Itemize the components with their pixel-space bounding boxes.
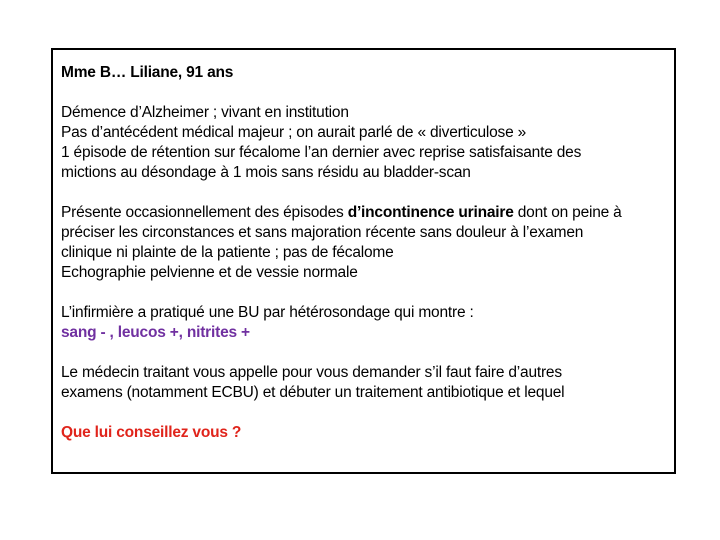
incontinence-highlight: d’incontinence urinaire	[347, 204, 514, 221]
history-block	[61, 103, 666, 183]
case-box	[51, 48, 676, 474]
history-line: mictions au désondage à 1 mois sans résidu au bladder-scan	[61, 164, 471, 181]
request-block	[61, 363, 666, 403]
bu-result: sang - , leucos +, nitrites +	[61, 324, 250, 341]
request-line: Le médecin traitant vous appelle pour vous demander s’il faut faire d’autres	[61, 364, 562, 381]
presentation-text: dont on peine à	[513, 204, 622, 221]
presentation-line: clinique ni plainte de la patiente ; pas de fécalome	[61, 244, 394, 261]
history-line: Démence d’Alzheimer ; vivant en institution	[61, 104, 349, 121]
patient-title: Mme B… Liliane, 91 ans	[61, 64, 234, 81]
case-title-block	[61, 63, 666, 83]
history-line: Pas d’antécédent médical majeur ; on aurait parlé de « diverticulose »	[61, 124, 527, 141]
bu-line: L’infirmière a pratiqué une BU par hétérosondage qui montre :	[61, 304, 474, 321]
question: Que lui conseillez vous ?	[61, 424, 242, 441]
presentation-block	[61, 203, 666, 283]
question-block	[61, 423, 666, 443]
bu-block	[61, 303, 666, 343]
request-line: examens (notamment ECBU) et débuter un traitement antibiotique et lequel	[61, 384, 565, 401]
presentation-line: Echographie pelvienne et de vessie normale	[61, 264, 358, 281]
presentation-line	[61, 203, 666, 223]
history-line: 1 épisode de rétention sur fécalome l’an dernier avec reprise satisfaisante des	[61, 144, 582, 161]
presentation-text: Présente occasionnellement des épisodes	[61, 204, 348, 221]
presentation-line: préciser les circonstances et sans majoration récente sans douleur à l’examen	[61, 224, 584, 241]
